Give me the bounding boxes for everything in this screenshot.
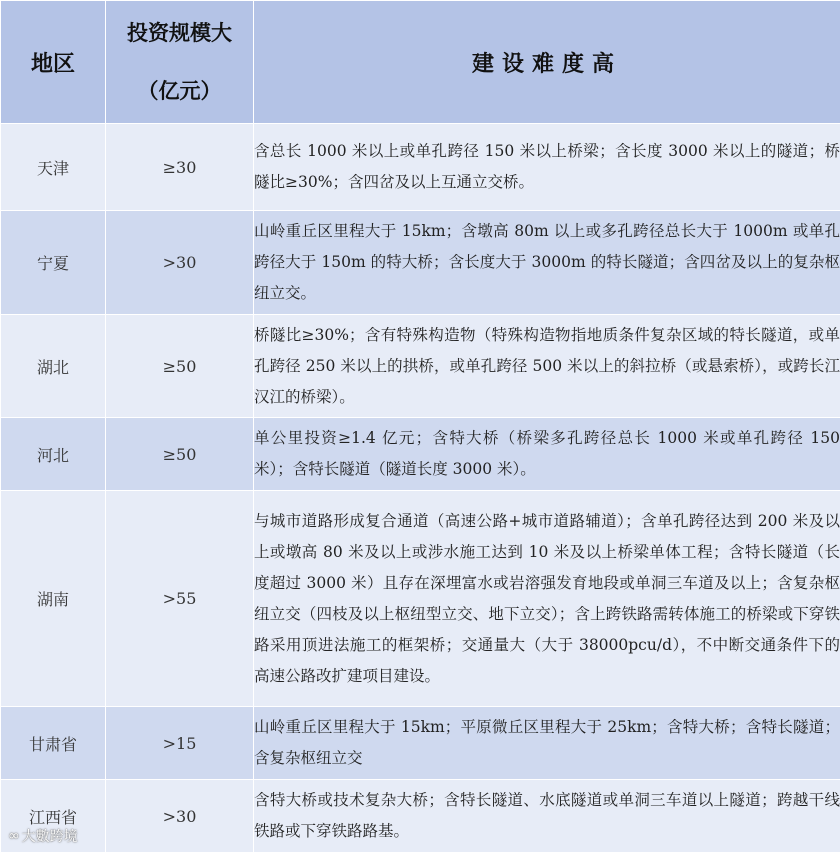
table-row [1,707,840,780]
region-cell: 河北 [1,418,106,491]
table-row [1,418,840,491]
table-row [1,780,840,853]
region-cell: 天津 [1,124,106,211]
watermark-logo-icon: ∞ [8,828,18,844]
header-investment [106,1,254,124]
region-cell: 江西省 [1,780,106,853]
investment-cell: >15 [106,707,254,780]
difficulty-cell: 桥隧比≥30%；含有特殊构造物（特殊构造物指地质条件复杂区域的特长隧道，或单孔跨径 250 米以上的拱桥，或单孔跨径 500 米以上的斜拉桥（或悬索桥），或跨长江汉江的桥梁）。 [254,315,840,418]
region-cell: 湖南 [1,491,106,707]
investment-cell: >30 [106,780,254,853]
difficulty-cell: 含特大桥或技术复杂大桥；含特长隧道、水底隧道或单洞三车道以上隧道；跨越干线铁路或下穿铁路路基。 [254,780,840,853]
investment-cell: ≥30 [106,124,254,211]
table-row [1,211,840,315]
table-row [1,315,840,418]
difficulty-cell: 山岭重丘区里程大于 15km；含墩高 80m 以上或多孔跨径总长大于 1000m 或单孔跨径大于 150m 的特大桥；含长度大于 3000m 的特长隧道；含四岔及以上的复杂枢纽立交。 [254,211,840,315]
watermark [8,826,78,846]
watermark-text: 大數跨境 [21,829,78,845]
difficulty-cell: 山岭重丘区里程大于 15km；平原微丘区里程大于 25km；含特大桥；含特长隧道；含复杂枢纽立交 [254,707,840,780]
investment-cell: ≥50 [106,418,254,491]
table-row [1,491,840,707]
header-investment-line2: （亿元） [137,79,222,103]
header-difficulty: 建设难度高 [254,1,840,124]
region-cell: 甘肃省 [1,707,106,780]
investment-cell: >30 [106,211,254,315]
header-investment-line1: 投资规模大 [127,21,232,45]
header-region: 地区 [1,1,106,124]
difficulty-cell: 含总长 1000 米以上或单孔跨径 150 米以上桥梁；含长度 3000 米以上的隧道；桥隧比≥30%；含四岔及以上互通立交桥。 [254,124,840,211]
table-row [1,124,840,211]
difficulty-cell: 单公里投资≥1.4 亿元；含特大桥（桥梁多孔跨径总长 1000 米或单孔跨径 150 米）；含特长隧道（隧道长度 3000 米）。 [254,418,840,491]
difficulty-cell: 与城市道路形成复合通道（高速公路+城市道路辅道）；含单孔跨径达到 200 米及以上或墩高 80 米及以上或涉水施工达到 10 米及以上桥梁单体工程；含特长隧道（长度超过 3000 米）且存在深埋富水或岩溶强发育地段或单洞三车道及以上；含复杂枢纽立交（四枝及以上枢纽型立交、地下立交）；含上跨铁路需转体施工的桥梁或下穿铁路采用顶进法施工的框架桥；交通量大（大于 38000pcu/d），不中断交通条件下的高速公路改扩建项目建设。 [254,491,840,707]
header-row [1,1,840,124]
investment-cell: ≥50 [106,315,254,418]
investment-cell: >55 [106,491,254,707]
region-cell: 湖北 [1,315,106,418]
region-cell: 宁夏 [1,211,106,315]
